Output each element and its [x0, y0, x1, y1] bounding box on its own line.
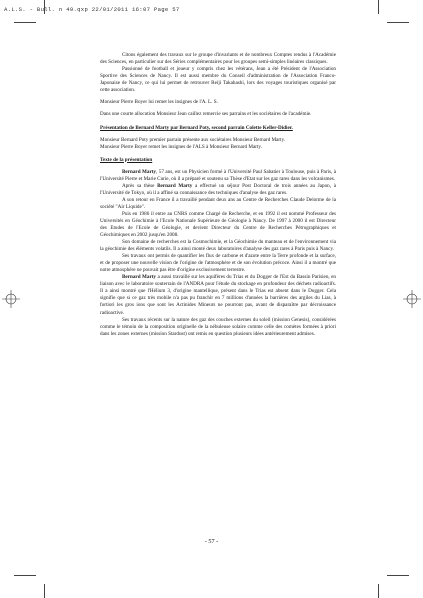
bold-name: Bernard Marty	[157, 182, 193, 189]
registration-mark-icon	[2, 290, 20, 308]
body-paragraph	[100, 66, 336, 94]
text-run: a aussi travaillé sur les aquifères du Trias et du Dogger de l'Est du Bassin Parisien, en liaison avec le laboratoire souterrain de l'ANDRA pour l'étude du stockage en profondeur des déchets radioactifs. Il a ainsi montré que l'Hélium 3, d'origine mantellique, présent dans le Trias est absent dans le Dogger. Cela signifie que si ce gaz très mobile n'a pas pu franchir en 7 millions d'années la barrières des argiles du Lias, à fortiori les gros ions que sont les Actinides Mineurs ne pourront pas, avant de disparaître par décroissance radioactive.	[100, 274, 336, 316]
crop-mark	[387, 575, 409, 576]
crop-mark	[378, 0, 379, 14]
crop-mark	[44, 584, 45, 598]
text-run: Dans une courte allocution Monsieur Jean caillez remercie ses parrains et les sociétaires de l'académie.	[100, 111, 312, 118]
text-run: Puis en 1986 il entre au CNRS comme Chargé de Recherche, et en 1992 il est nommé Professeur des Universités en Géochimie à l'Ecole Nationale Supérieure de Géologie à Nancy. De 1997 à 2000 il est Directeur des Etudes de l'Ecole de Géologie, et devient Directeur du Centre de Recherches Pétrographiques et Géochimiques en 2002 jusqu'en 2008.	[100, 210, 336, 238]
text-run: Monsieur Pierre Boyer lui remet les insignes de l'A. L. S.	[100, 99, 218, 106]
body-paragraph	[100, 52, 336, 66]
print-slug: A.L.S. - Bull. n 49.qxp 22/01/2011 16:07 Page 57	[4, 6, 180, 13]
crop-mark	[387, 22, 409, 23]
body-paragraph	[100, 183, 336, 197]
text-run: , 57 ans, est un Physicien formé à l'Université Paul Sabatier à Toulouse, puis à Paris, à l'Université Pierre et Marie Curie, où il a préparé et soutenu sa Thèse d'Etat sur les gaz rares dans les volcanismes.	[100, 168, 336, 182]
text-run: a effectué un séjour Post Doctoral de trois années au Japon, à l'Université de Tokyo, où il a affiné sa connaissance des techniques d'analyse des gaz rares.	[100, 182, 336, 196]
text-run: Citons également des travaux sur le groupe d'invariants et de nombreux Comptes rendus à l'Académie des Sciences, en particulier sur des Séries complémentaires pour les groupes semi-simples linéaires classiques.	[100, 52, 336, 66]
crop-mark	[378, 584, 379, 598]
crop-mark	[14, 575, 36, 576]
text-run: A son retour en France il a travaillé pendant deux ans au Centre de Recherches Claude Delorme de la société "Air Liquide".	[100, 196, 336, 210]
body-paragraph	[100, 317, 336, 338]
page-number: - 57 -	[204, 538, 219, 545]
bold-name: Bernard Marty	[122, 274, 157, 281]
text-run: Son domaine de recherches est la Cosmochimie, et la Géochimie du manteau et de l'environnement via la géochimie des éléments volatils. Il a ainsi monté deux laboratoires d'analyse des gaz rares à Paris puis à Nancy.	[100, 239, 336, 253]
body-paragraph	[100, 111, 336, 118]
section-heading: Présentation de Bernard Marty par Bernard Poty, second parrain Colette Keller-Didier.	[100, 125, 293, 132]
text-run: Monsieur Pierre Boyer remet les insignes de l'ALS à Monsieur Bernard Marty.	[100, 144, 262, 151]
body-paragraph	[100, 211, 336, 239]
body-paragraph	[100, 137, 336, 144]
body-paragraph	[100, 253, 336, 274]
body-paragraph	[100, 197, 336, 211]
text-run: Passionné de football et joueur y compris chez les vétérans, Jean a été Président de l'Association Sportive des Sciences de Nancy. Il est aussi membre du Conseil d'administration de l'Association Franco-Japonaise de Nancy, ce qui lui permet de retrouver Reiji Takahashi, lors des voyages touristiques organisé par cette association.	[100, 66, 336, 94]
crop-mark	[14, 22, 36, 23]
section-heading: Texte de la présentation	[100, 156, 153, 163]
registration-mark-icon	[403, 290, 421, 308]
body-paragraph	[100, 99, 336, 106]
text-run: Monsieur Bernard Poty premier parrain présente aux sociétaires Monsieur Bernard Marty.	[100, 137, 286, 144]
paragraph-spacer	[100, 118, 336, 125]
body-paragraph	[100, 144, 336, 151]
text-run: Ses travaux récents sur la nature des gaz des couches externes du soleil (mission Genesis), considérées comme le témoin de la composition originelle de la nébuleuse solaire comme celle des comètes formées à priori dans les zones externes (mission Stardust) ont remis en question plusieurs idées antérieurement admises.	[100, 316, 336, 337]
text-run: Ses travaux ont permis de quantifier les flux de carbone et d'azote entre la Terre profonde et la surface, et de proposer une nouvelle vision de l'origine de l'atmosphère et de son évolution précoce. Ainsi il a montré que notre atmosphère ne pouvait pas être d'origine exclusivement terrestre.	[100, 253, 336, 274]
text-run: Après sa thèse	[122, 182, 158, 189]
body-paragraph	[100, 169, 336, 183]
body-paragraph	[100, 239, 336, 253]
page-body	[100, 52, 336, 338]
body-paragraph	[100, 274, 336, 316]
crop-mark	[44, 0, 45, 14]
bold-name: Bernard Marty	[122, 168, 157, 175]
